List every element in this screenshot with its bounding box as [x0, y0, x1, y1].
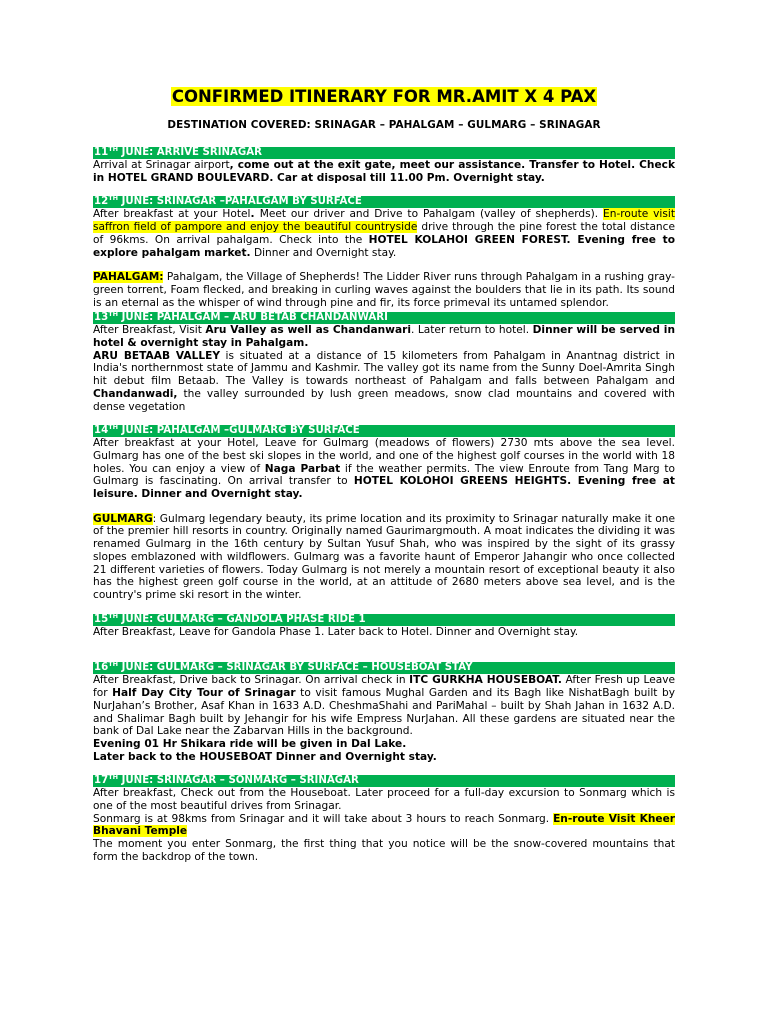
sonmarg-info: The moment you enter Sonmarg, the first thing that you notice will be the snow-covered mountains that form the backdrop of the town. [93, 838, 675, 863]
shikara-note: Evening 01 Hr Shikara ride will be given in Dal Lake. [93, 737, 407, 750]
pahalgam-label: PAHALGAM: [93, 271, 164, 284]
day-header: 13TH JUNE: PAHALGAM – ARU BETAB CHANDANWARI [93, 312, 675, 324]
day-description: After breakfast, Check out from the Houseboat. Later proceed for a full-day excursion to Sonmarg which is one of the most beautiful drives from Srinagar. [93, 787, 675, 813]
day-section-16 [93, 662, 675, 763]
day-header: 15TH JUNE: GULMARG – GANDOLA PHASE RIDE 1 [93, 614, 675, 626]
day-header: 12TH JUNE: SRINAGAR –PAHALGAM BY SURFACE [93, 196, 675, 208]
day-description: After breakfast at your Hotel. Meet our driver and Drive to Pahalgam (valley of shepherds). En-route visit saffron field of pampore and enjoy the beautiful countryside drive through the pine forest the total distance of 96kms. On arrival pahalgam. Check into the HOTEL KOLAHOI GREEN FOREST. Evening free to explore pahalgam market. Dinner and Overnight stay. [93, 208, 675, 259]
day-section-12 [93, 196, 675, 309]
day-section-17 [93, 775, 675, 863]
gulmarg-label: GULMARG [93, 512, 153, 525]
title-row [93, 86, 675, 108]
day-description: Arrival at Srinagar airport, come out at the exit gate, meet our assistance. Transfer to Hotel. Check in HOTEL GRAND BOULEVARD. Car at disposal till 11.00 Pm. Overnight stay. [93, 159, 675, 184]
day-section-13 [93, 312, 675, 413]
day-section-14 [93, 425, 675, 601]
day-header: 16TH JUNE: GULMARG – SRINAGAR BY SURFACE – HOUSEBOAT STAY [93, 662, 675, 674]
pahalgam-info: PAHALGAM: Pahalgam, the Village of Shepherds! The Lidder River runs through Pahalgam in a rushing gray-green torrent, Foam flecked, and breaking in curling waves against the boulders that lie in its path. Its sound is an eternal as the whisper of wind through pine and fir, its force primeval its untamed splendor. [93, 271, 675, 309]
day-description: After Breakfast, Visit Aru Valley as well as Chandanwari. Later return to hotel. Dinner will be served in hotel & overnight stay in Pahalgam. [93, 324, 675, 350]
kheer-bhavani-highlight: En-route Visit Kheer Bhavani Temple [93, 812, 675, 838]
document-title: CONFIRMED ITINERARY FOR MR.AMIT X 4 PAX [171, 87, 597, 106]
sonmarg-distance: Sonmarg is at 98kms from Srinagar and it will take about 3 hours to reach Sonmarg. En-route Visit Kheer Bhavani Temple [93, 812, 675, 838]
day-description: After Breakfast, Leave for Gandola Phase 1. Later back to Hotel. Dinner and Overnight stay. [93, 625, 579, 638]
destinations-covered: DESTINATION COVERED: SRINAGAR – PAHALGAM – GULMARG – SRINAGAR [167, 119, 601, 131]
day-description: After breakfast at your Hotel, Leave for Gulmarg (meadows of flowers) 2730 mts above the sea level. Gulmarg has one of the best ski slopes in the world, and one of the highest golf courses in the world with 18 holes. You can enjoy a view of Naga Parbat if the weather permits. The view Enroute from Tang Marg to Gulmarg is fascinating. On arrival transfer to HOTEL KOLOHOI GREENS HEIGHTS. Evening free at leisure. Dinner and Overnight stay. [93, 437, 675, 501]
gulmarg-info: GULMARG: Gulmarg legendary beauty, its prime location and its proximity to Srinagar naturally make it one of the premier hill resorts in country. Originally named Gaurimargmouth. A moat indicates the dividing it was renamed Gulmarg in the 16th century by Sultan Yusuf Shah, who was inspired by the sight of its grassy slopes emblazoned with wildflowers. Gulmarg was a favorite haunt of Emperor Jahangir who once collected 21 different varieties of flowers. Today Gulmarg is not merely a mountain resort of exceptional beauty it also has the highest green golf course in the world, at an attitude of 2680 meters above sea level, and is the country's prime ski resort in the winter. [93, 512, 675, 601]
day-header: 14TH JUNE: PAHALGAM –GULMARG BY SURFACE [93, 425, 675, 437]
day-description: After Breakfast, Drive back to Srinagar. On arrival check in ITC GURKHA HOUSEBOAT. After Fresh up Leave for Half Day City Tour of Srinagar to visit famous Mughal Garden and its Bagh like NishatBagh built by NurJahan’s Brother, Asaf Khan in 1633 A.D. CheshmaShahi and PariMahal – built by Shah Jahan in 1632 A.D. and Shalimar Bagh built by Jehangir for his wife Empress NurJahan. All these gardens are situated near the bank of Dal Lake near the Zabarvan Hills in the background. [93, 674, 676, 738]
day-header: 17TH JUNE: SRINAGAR – SONMARG – SRINAGAR [93, 775, 675, 787]
day-section-15 [93, 614, 675, 639]
day-section-11 [93, 147, 675, 184]
itinerary-document [93, 86, 675, 864]
day-header: 11TH JUNE: ARRIVE SRINAGAR [93, 147, 675, 159]
aru-valley-info: ARU BETAAB VALLEY is situated at a distance of 15 kilometers from Pahalgam in Anantnag district in India's northernmost state of Jammu and Kashmir. The valley got its name from the Sunny Doel-Amrita Singh hit debut film Betaab. The Valley is towards northeast of Pahalgam and falls between Pahalgam and Chandanwadi, the valley surrounded by lush green meadows, snow clad mountains and covered with dense vegetation [93, 349, 676, 413]
houseboat-note: Later back to the HOUSEBOAT Dinner and Overnight stay. [93, 750, 437, 763]
